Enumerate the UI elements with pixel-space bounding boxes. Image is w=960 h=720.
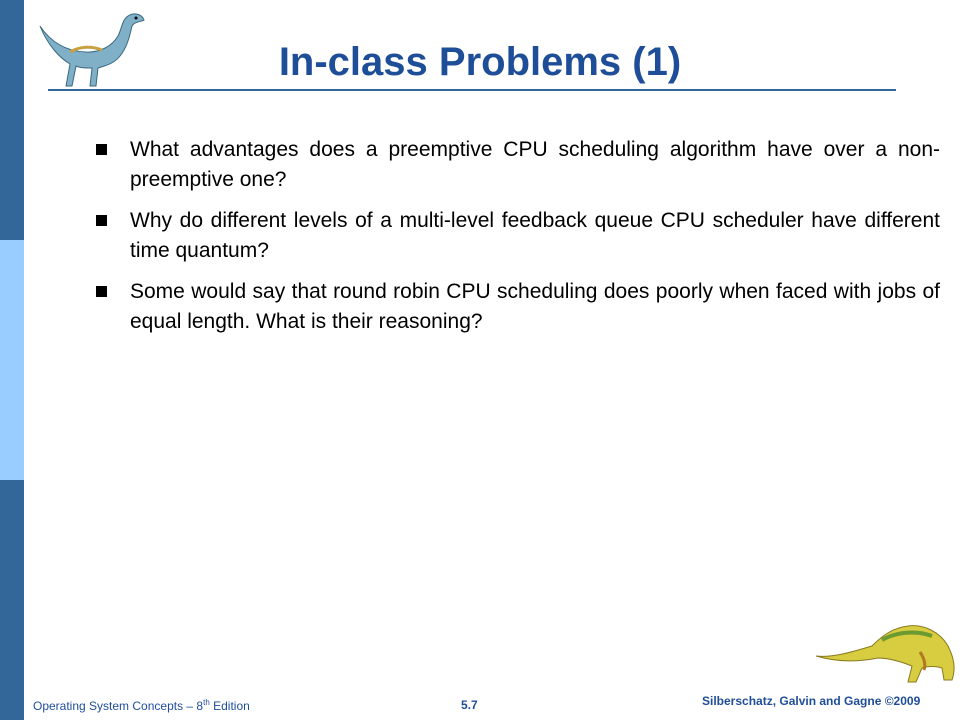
bullet-text: Why do different levels of a multi-level feedback queue CPU scheduler have different time quantum?	[130, 209, 940, 262]
sidebar-band-top	[0, 0, 24, 240]
list-item	[94, 206, 940, 266]
square-bullet-icon	[96, 144, 107, 155]
page-number: 5.7	[461, 698, 478, 712]
footer-edition-superscript: th	[203, 698, 210, 707]
bullet-list	[94, 135, 940, 348]
sidebar-band-middle	[0, 240, 24, 480]
footer-book-title	[33, 698, 250, 713]
footer-book-title-prefix: Operating System Concepts – 8	[33, 699, 204, 713]
footer-authors: Silberschatz, Galvin and Gagne ©2009	[702, 694, 921, 708]
slide-title: In-class Problems (1)	[278, 40, 682, 84]
footer-book-title-suffix: Edition	[209, 699, 250, 713]
sidebar-band-bottom	[0, 480, 24, 720]
bullet-text: Some would say that round robin CPU scheduling does poorly when faced with jobs of equal length. What is their reasoning?	[130, 280, 940, 333]
square-bullet-icon	[96, 286, 107, 297]
title-divider	[48, 89, 896, 91]
list-item	[94, 135, 940, 195]
square-bullet-icon	[96, 215, 107, 226]
dinosaur-icon	[812, 606, 960, 690]
list-item	[94, 277, 940, 337]
bullet-text: What advantages does a preemptive CPU scheduling algorithm have over a non-preemptive one?	[130, 138, 940, 191]
